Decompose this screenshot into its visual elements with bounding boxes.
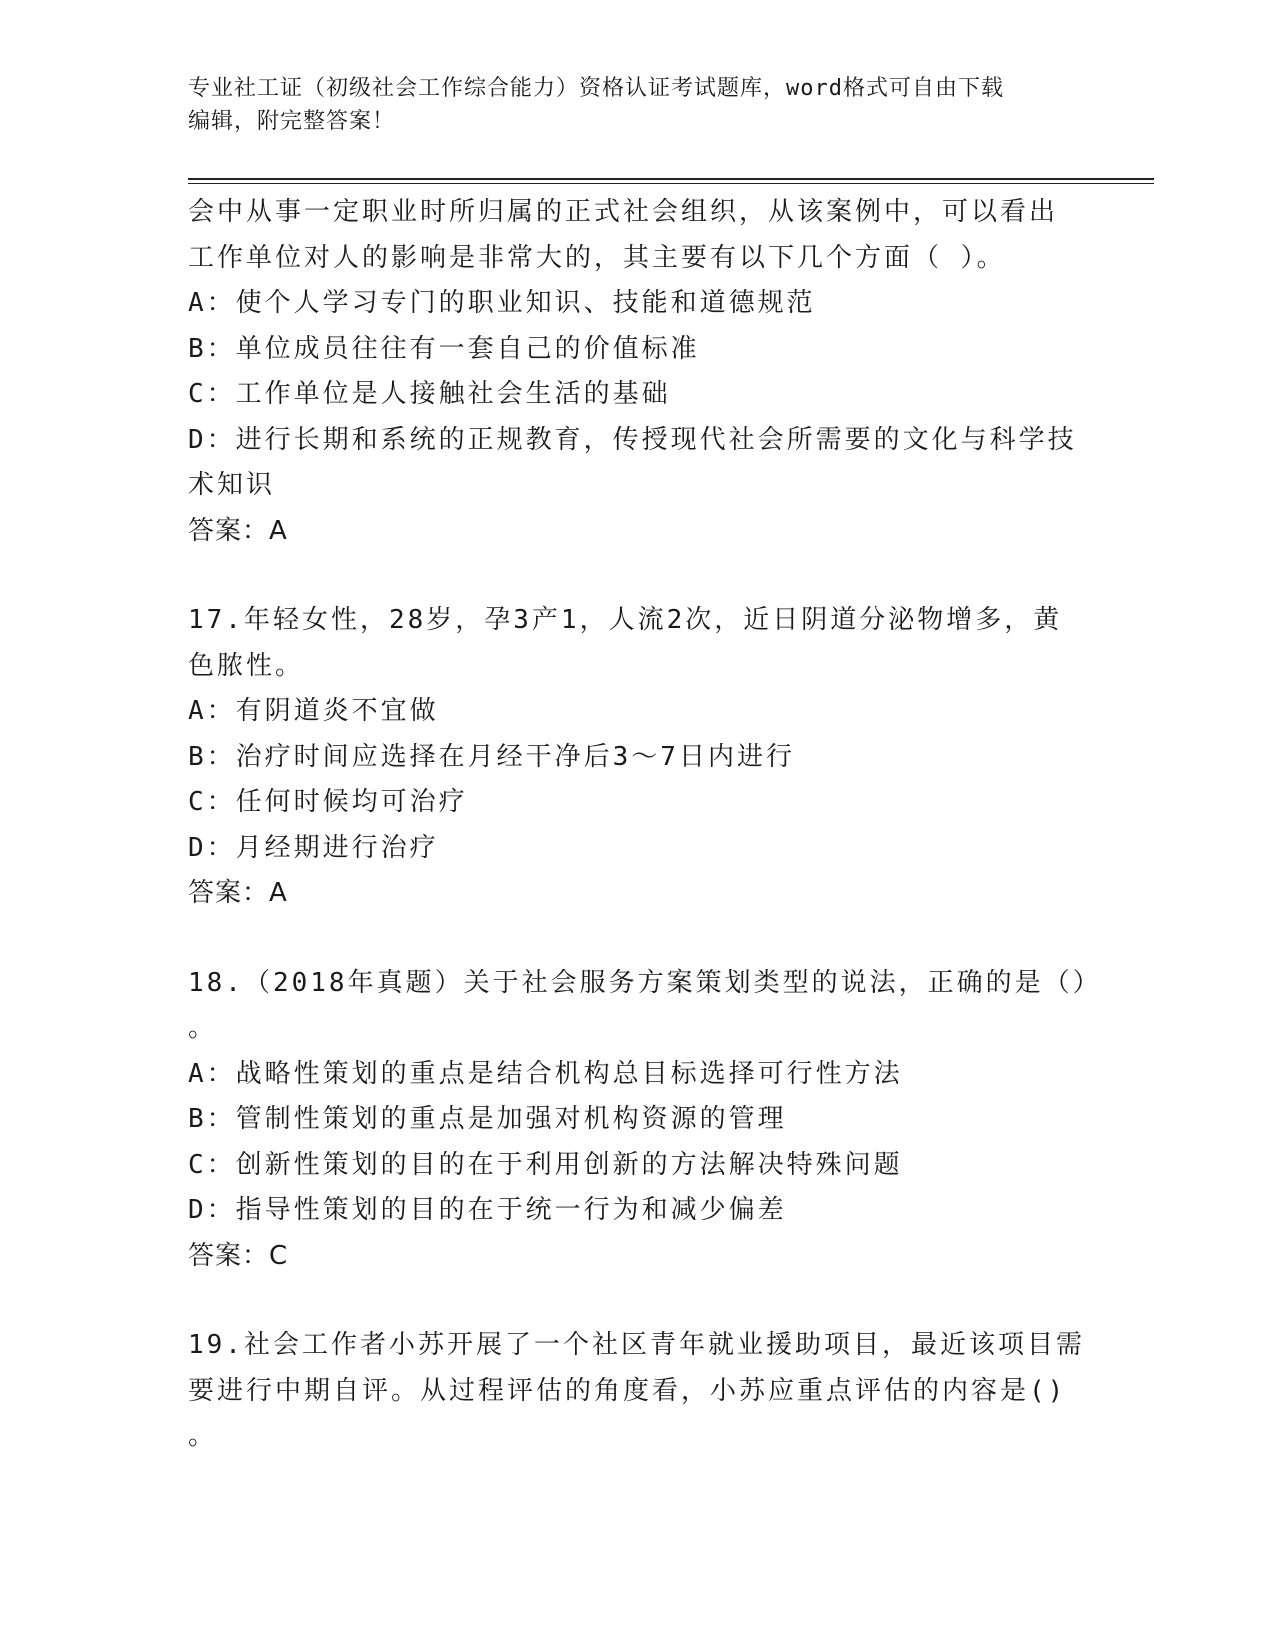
document-header [188, 72, 1088, 138]
option-c: C：工作单位是人接触社会生活的基础 [188, 379, 671, 409]
option-b: B：治疗时间应选择在月经干净后3～7日内进行 [188, 741, 795, 772]
question-16 [188, 190, 1088, 554]
option-b: B：管制性策划的重点是加强对机构资源的管理 [188, 1104, 787, 1134]
header-line-2: 编辑，附完整答案！ [188, 109, 396, 134]
question-text: 19.社会工作者小苏开展了一个社区青年就业援助项目，最近该项目需 [188, 1330, 1085, 1360]
option-a: A：有阴道炎不宜做 [188, 696, 439, 726]
question-text: 。 [188, 1421, 218, 1451]
spacer [188, 917, 1088, 961]
option-a: A：使个人学习专门的职业知识、技能和道德规范 [188, 288, 816, 318]
question-list [188, 190, 1102, 1460]
question-18 [188, 961, 1102, 1280]
spacer [188, 554, 1088, 598]
question-text: 工作单位对人的影响是非常大的，其主要有以下几个方面（ ）。 [188, 242, 1006, 273]
option-a: A：战略性策划的重点是结合机构总目标选择可行性方法 [188, 1058, 903, 1089]
header-line-1: 专业社工证（初级社会工作综合能力）资格认证考试题库，word格式可自由下载 [188, 76, 1004, 101]
question-text: 。 [188, 1013, 218, 1043]
header-divider [188, 178, 1154, 184]
option-d: D：进行长期和系统的正规教育，传授现代社会所需要的文化与科学技 [188, 424, 1077, 455]
question-text: 色脓性。 [188, 650, 305, 681]
option-d: D：指导性策划的目的在于统一行为和减少偏差 [188, 1195, 787, 1225]
option-d: D：月经期进行治疗 [188, 832, 439, 863]
option-d-continued: 术知识 [188, 470, 276, 500]
spacer [188, 1279, 1088, 1323]
question-19 [188, 1323, 1088, 1460]
option-c: C：创新性策划的目的在于利用创新的方法解决特殊问题 [188, 1149, 903, 1180]
question-text: 18.（2018年真题）关于社会服务方案策划类型的说法，正确的是（） [188, 967, 1102, 998]
question-17 [188, 598, 1088, 917]
question-text: 17.年轻女性，28岁，孕3产1，人流2次，近日阴道分泌物增多，黄 [188, 605, 1063, 635]
option-c: C：任何时候均可治疗 [188, 787, 468, 817]
answer: 答案：A [188, 515, 288, 546]
answer: 答案：A [188, 878, 288, 908]
answer: 答案：C [188, 1240, 289, 1271]
option-b: B：单位成员往往有一套自己的价值标准 [188, 333, 700, 364]
question-text: 会中从事一定职业时所归属的正式社会组织，从该案例中，可以看出 [188, 197, 1059, 227]
question-text: 要进行中期自评。从过程评估的角度看，小苏应重点评估的内容是() [188, 1375, 1067, 1406]
